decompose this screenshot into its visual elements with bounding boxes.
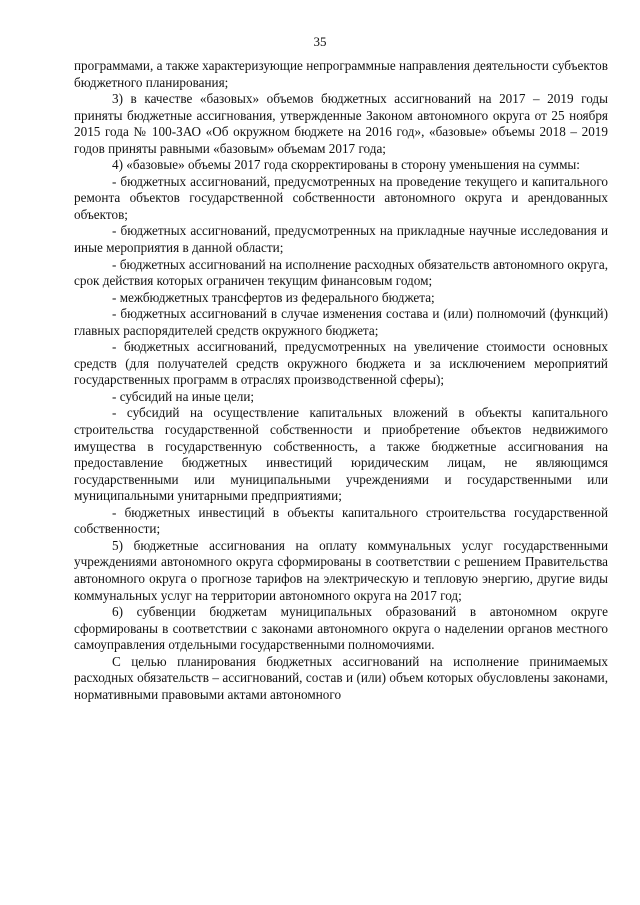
document-body (74, 58, 608, 703)
list-item-obligations: - бюджетных ассигнований на исполнение расходных обязательств автономного округа, срок действия которых ограничен текущим финансовым годом; (74, 256, 608, 289)
list-item-research: - бюджетных ассигнований, предусмотренных на прикладные научные исследования и иные мероприятия в данной области; (74, 223, 608, 256)
paragraph-item-6: 6) субвенции бюджетам муниципальных образований в автономном округе сформированы в соответствии с законами автономного округа о наделении органов местного самоуправления отдельными государственными полномочиями. (74, 604, 608, 653)
page-number: 35 (313, 34, 327, 49)
list-item-functions: - бюджетных ассигнований в случае изменения состава и (или) полномочий (функций) главных распорядителей средств окружного бюджета; (74, 306, 608, 338)
paragraph-item-3: 3) в качестве «базовых» объемов бюджетных ассигнований на 2017 – 2019 годы приняты бюджетные ассигнования, утвержденные Законом автономного округа от 25 ноября 2015 года № 100-ЗАО «Об окружном бюджете на 2016 год», «базовые» объемы 2018 – 2019 годов приняты равными «базовым» объемам 2017 года; (74, 91, 608, 156)
list-item-transfers: - межбюджетных трансфертов из федерального бюджета; (112, 289, 435, 305)
list-item-capital-investments: - бюджетных инвестиций в объекты капитального строительства государственной собственности; (74, 504, 608, 537)
paragraph-item-4: 4) «базовые» объемы 2017 года скорректированы в сторону уменьшения на суммы: (112, 157, 580, 173)
list-item-capital-subsidies: - субсидий на осуществление капитальных вложений в объекты капитального строительства государственной собственности и приобретение объектов недвижимого имущества в государственную собственность, а также бюджетные ассигнования на предоставление бюджетных инвестиций юридическим лицам, не являющимся государственными или муниципальными учреждениями и государственными или муниципальными унитарными предприятиями; (74, 405, 608, 504)
paragraph-item-5: 5) бюджетные ассигнования на оплату коммунальных услуг государственными учреждениями автономного округа сформированы в соответствии с решением Правительства автономного округа о прогнозе тарифов на электрическую и тепловую энергию, другие виды коммунальных услуг на территории автономного округа на 2017 год; (74, 537, 608, 603)
list-item-repair: - бюджетных ассигнований, предусмотренных на проведение текущего и капитального ремонта объектов государственной собственности автономного округа и арендованных объектов; (74, 173, 608, 222)
list-item-other-subsidies: - субсидий на иные цели; (112, 388, 255, 404)
paragraph-continuation: программами, а также характеризующие непрограммные направления деятельности субъектов бюджетного планирования; (74, 58, 608, 90)
list-item-fixed-assets: - бюджетных ассигнований, предусмотренных на увеличение стоимости основных средств (для получателей средств окружного бюджета и за исключением мероприятий государственных программ в отраслях производственной сферы); (74, 339, 608, 388)
paragraph-planning: С целью планирования бюджетных ассигнований на исполнение принимаемых расходных обязательств – ассигнований, состав и (или) объем которых обусловлены законами, нормативными правовыми актами автономного (74, 653, 608, 702)
